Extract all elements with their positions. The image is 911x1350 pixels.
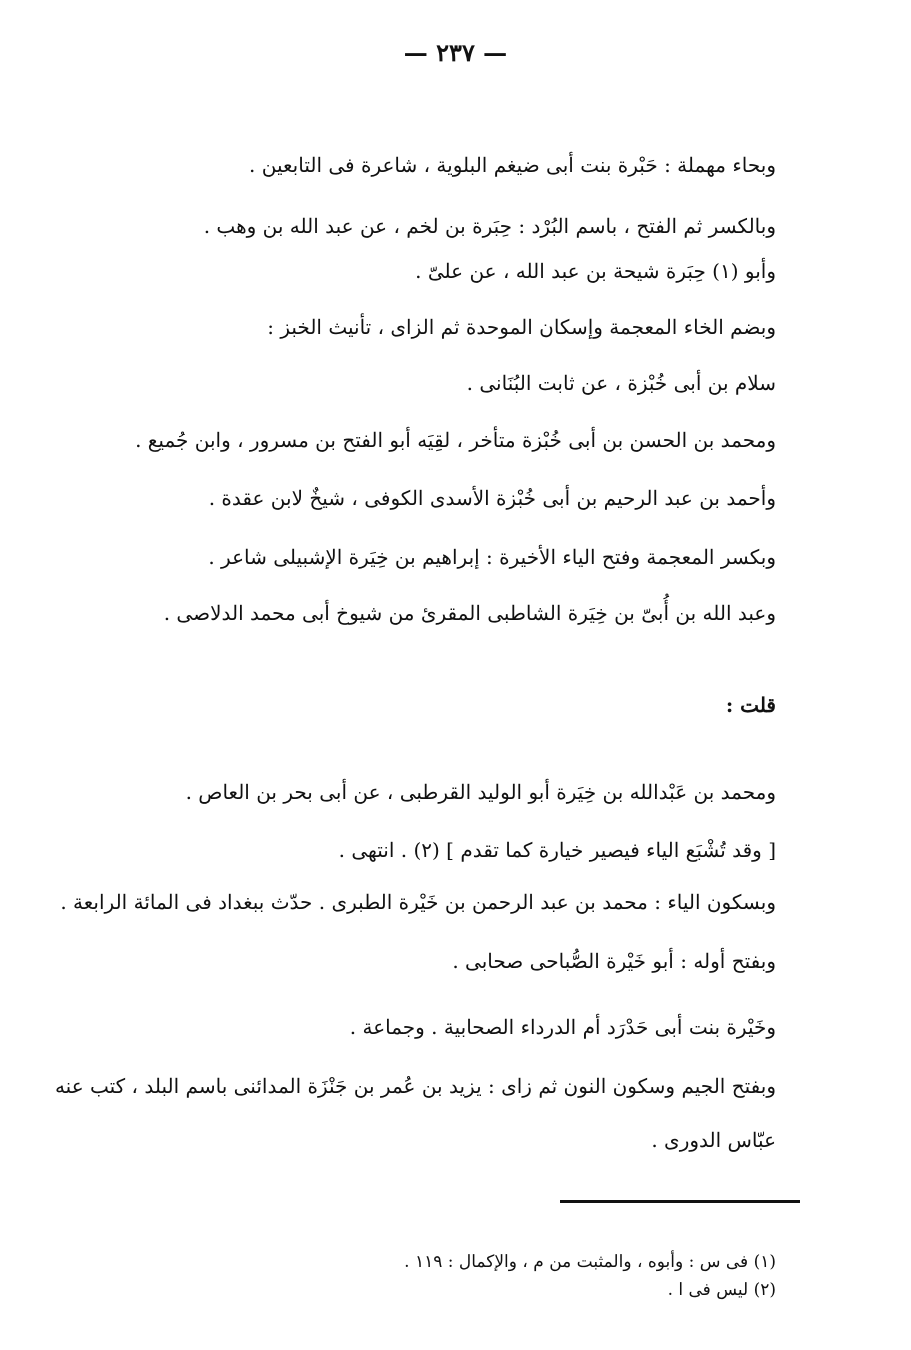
- text-line: وأبو (١) حِبَرة شيحة بن عبد الله ، عن علىّ .: [415, 259, 776, 283]
- text-line: وبكسر المعجمة وفتح الياء الأخيرة : إبراهيم بن خِيَرة الإشبيلى شاعر .: [208, 545, 776, 569]
- text-line: وبسكون الياء : محمد بن عبد الرحمن بن خَيْرة الطبرى . حدّث ببغداد فى المائة الرابعة .: [60, 890, 776, 914]
- text-line: ومحمد بن الحسن بن أبى خُبْزة متأخر ، لقِيَه أبو الفتح بن مسرور ، وابن جُميع .: [135, 428, 776, 452]
- text-line: [ وقد تُشْبَع الياء فيصير خيارة كما تقدم ] (٢) . انتهى .: [338, 838, 776, 862]
- section-heading: قلت :: [725, 693, 776, 717]
- footnote-separator: [560, 1200, 800, 1203]
- text-line: وبفتح الجيم وسكون النون ثم زاى : يزيد بن عُمر بن جَنْزَة المدائنى باسم البلد ، كتب عنه: [54, 1074, 776, 1098]
- page-number: — ٢٣٧ —: [403, 38, 508, 67]
- text-line: وخَيْرة بنت أبى حَدْرَد أم الدرداء الصحابية . وجماعة .: [349, 1015, 776, 1039]
- text-line: وبفتح أوله : أبو خَيْرة الصُّباحى صحابى .: [452, 949, 776, 973]
- text-line: وأحمد بن عبد الرحيم بن أبى خُبْزة الأسدى الكوفى ، شيخٌ لابن عقدة .: [208, 486, 776, 510]
- text-line: وبضم الخاء المعجمة وإسكان الموحدة ثم الزاى ، تأنيث الخبز :: [267, 315, 776, 339]
- footnote: (١) فى س : وأبوه ، والمثبت من م ، والإكمال : ١١٩ .: [404, 1252, 776, 1272]
- text-line: وبحاء مهملة : حَبْرة بنت أبى ضيغم البلوية ، شاعرة فى التابعين .: [249, 153, 776, 177]
- text-line: وعبد الله بن أُبىّ بن خِيَرة الشاطبى المقرئ من شيوخ أبى محمد الدلاصى .: [163, 601, 776, 625]
- text-line: ومحمد بن عَبْدالله بن خِيَرة أبو الوليد القرطبى ، عن أبى بحر بن العاص .: [185, 780, 776, 804]
- footnote: (٢) ليس فى ا .: [667, 1280, 776, 1300]
- text-line: وبالكسر ثم الفتح ، باسم البُرْد : حِبَرة بن لخم ، عن عبد الله بن وهب .: [203, 214, 776, 238]
- text-line: عبّاس الدورى .: [651, 1128, 776, 1152]
- text-line: سلام بن أبى خُبْزة ، عن ثابت البُنَانى .: [466, 371, 776, 395]
